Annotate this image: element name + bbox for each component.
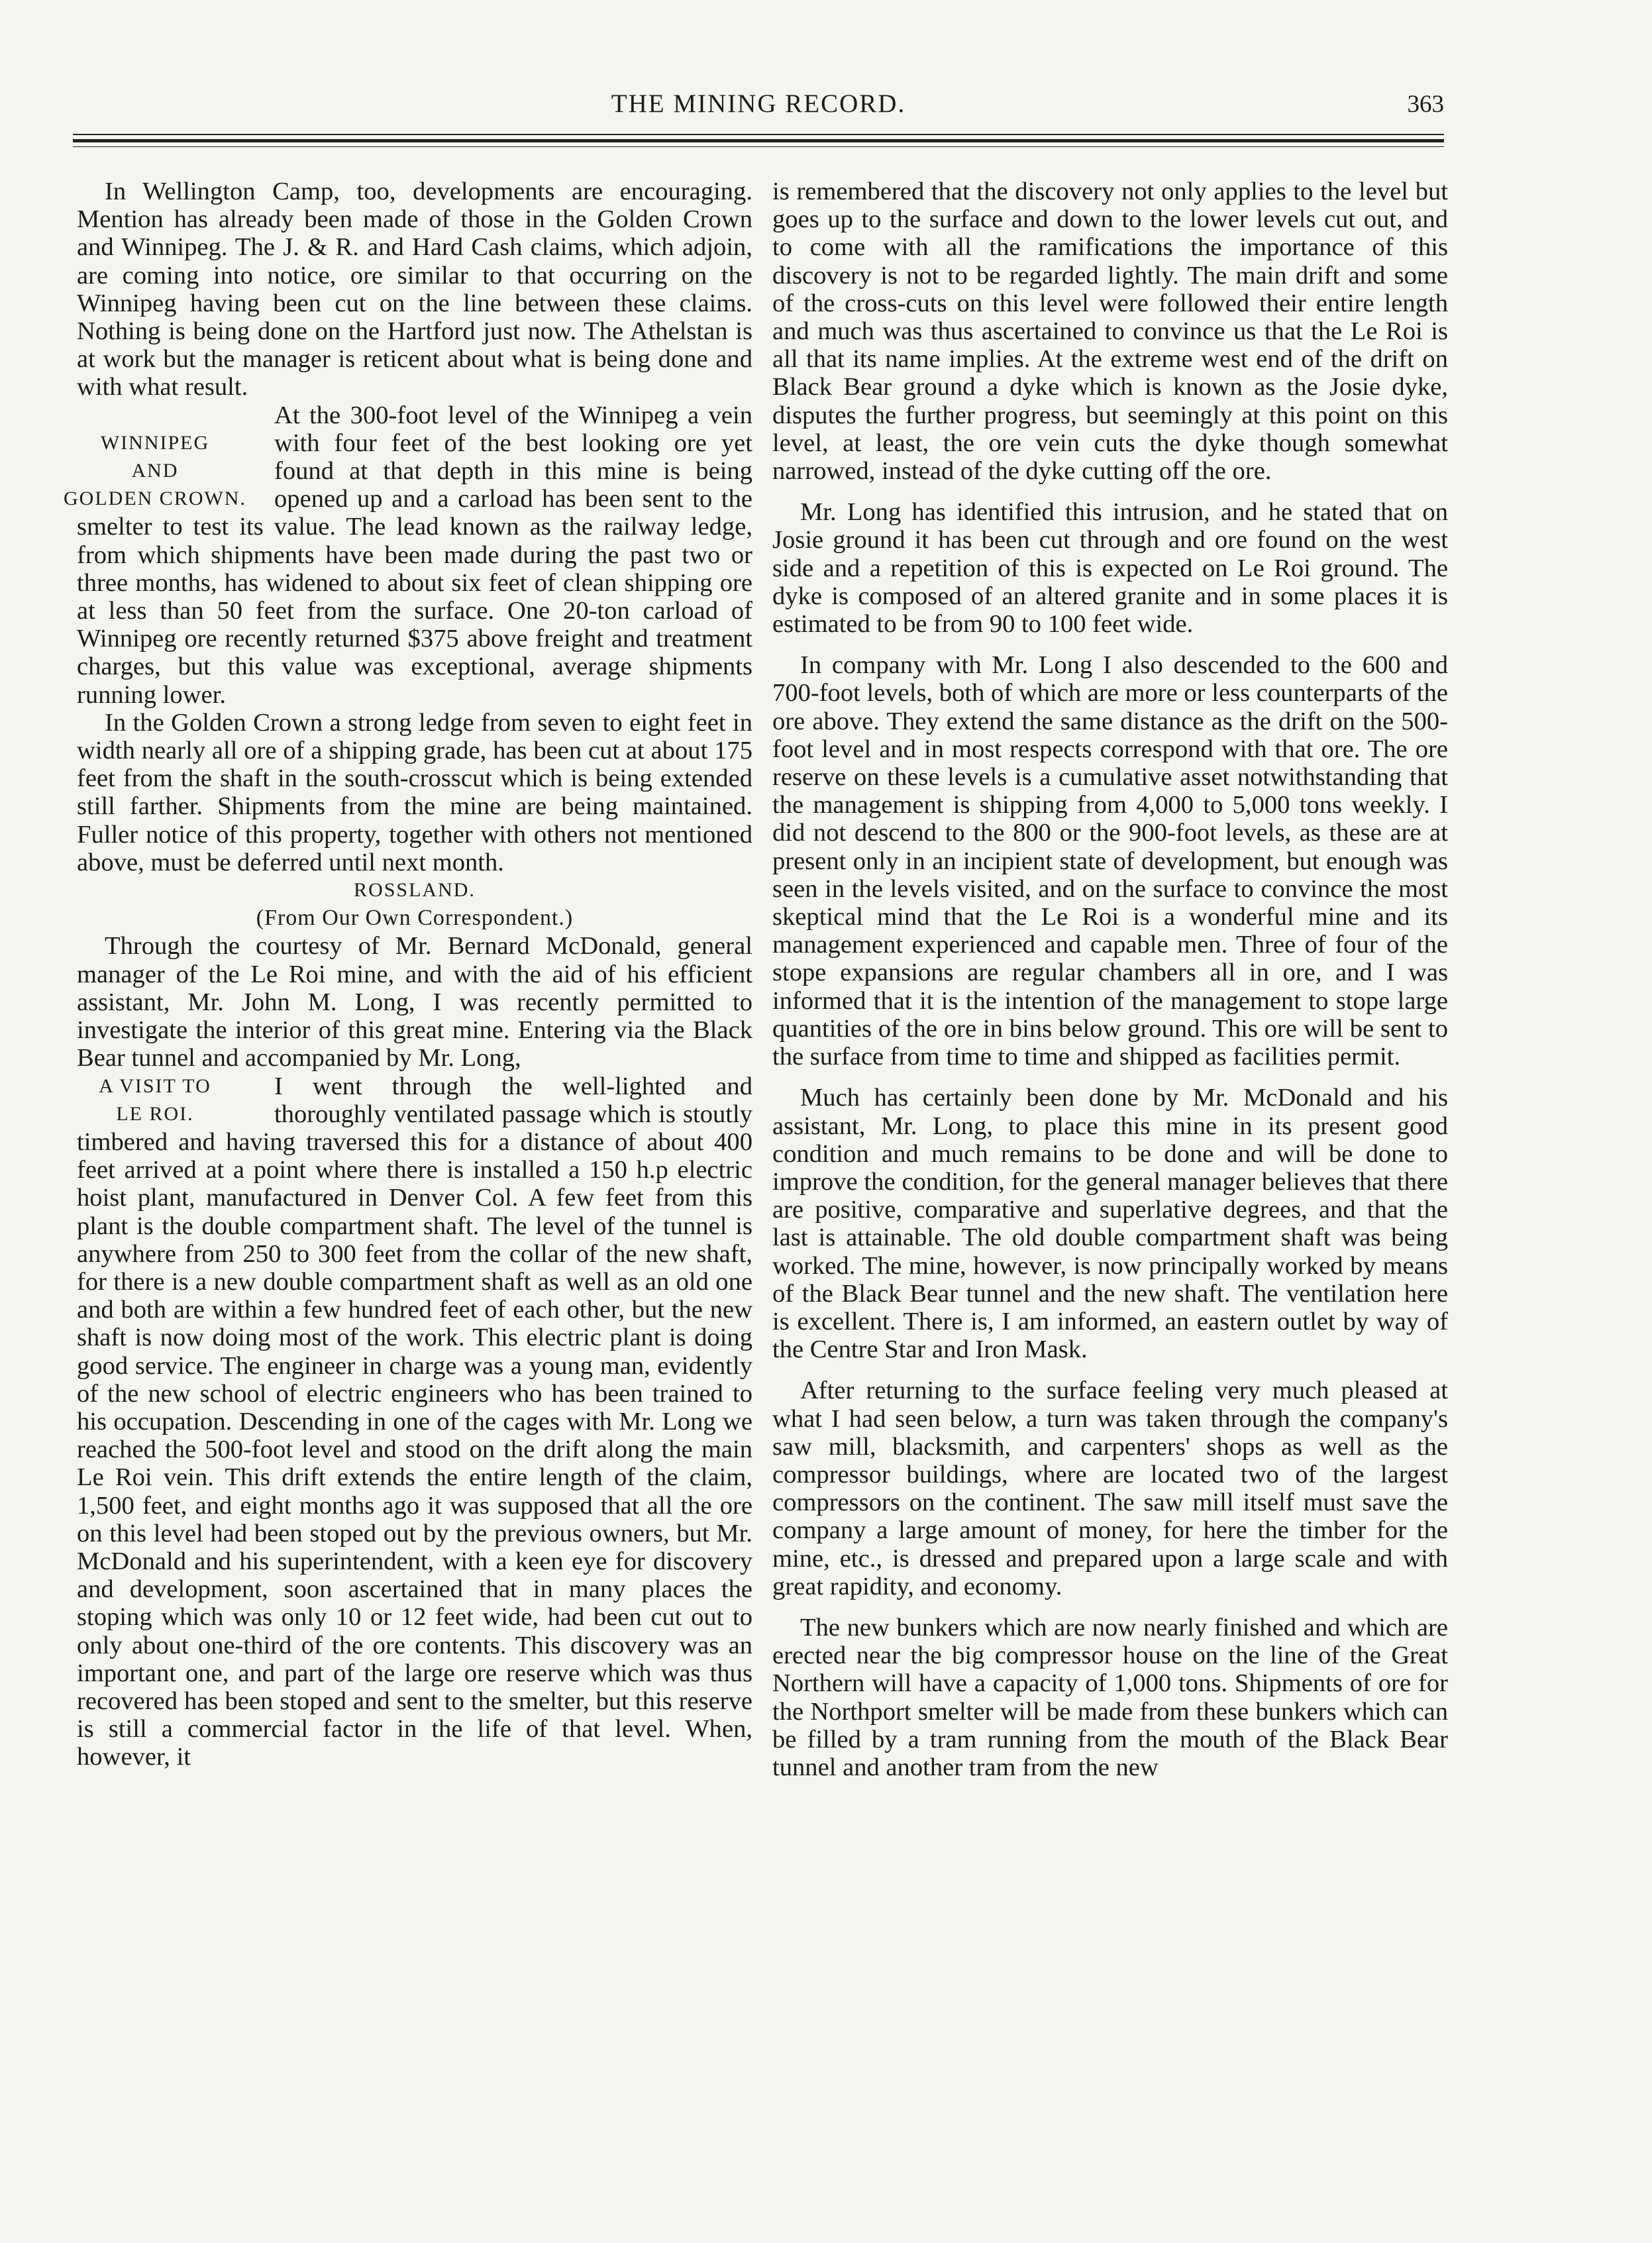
paragraph-winnipeg <box>64 401 752 709</box>
paragraph-golden-crown: In the Golden Crown a strong ledge from seven to eight feet in width nearly all ore of a shipping grade, has been cut at about 175 feet from the shaft in the south-crosscut which is being extended still farther. Shipments from the mine are being maintained. Fuller notice of this property, together with others not mentioned above, must be deferred until next month. <box>77 708 752 876</box>
left-column <box>64 178 752 1771</box>
paragraph-improvements: Much has certainly been done by Mr. McDonald and his assistant, Mr. Long, to place this mine in its present good condition and much remains to be done and will be done to improve the condition, for the general manager believes that there are positive, comparative and superlative degrees, and that the last is attainable. The old double compartment shaft was being worked. The mine, however, is now principally worked by means of the Black Bear tunnel and the new shaft. The ventilation here is excellent. There is, I am informed, an eastern outlet by way of the Centre Star and Iron Mask. <box>772 1084 1448 1364</box>
correspondent-subheading: (From Our Own Correspondent.) <box>256 906 574 931</box>
marginal-line: AND <box>131 459 179 482</box>
header-rule-top <box>73 134 1444 135</box>
paragraph-text: At the 300-foot level of the Winnipeg a vein with four feet of the best looking ore yet found at that depth in this mine is being opened up and a carload has been sent to the smelter to test its value. The lead known as the railway ledge, from which shipments have been made during the past two or three months, has widened to about six feet of clean shipping ore at less than 50 feet from the surface. One 20-ton carload of Winnipeg ore recently returned $375 above freight and treatment charges, but this value was exceptional, average shipments running lower. <box>77 401 752 709</box>
paragraph-wellington-lead <box>77 178 752 401</box>
marginal-line: LE ROI. <box>116 1102 194 1125</box>
header-rule-thick <box>73 139 1444 142</box>
paragraph-text: In Wellington Camp, too, developments are encouraging. Mention has already been made of those in the Golden Crown and Winnipeg. The J. & R. and Hard Cash claims, which adjoin, are coming into notice, ore similar to that occurring on the Winnipeg having been cut on the line between these claims. Nothing is being done on the Hartford just now. The Athelstan is at work but the manager is reticent about what is being done and with what result. <box>77 178 752 401</box>
page-header <box>73 89 1444 129</box>
paragraph-le-roi-lead: Through the courtesy of Mr. Bernard McDonald, general manager of the Le Roi mine, and with the aid of his efficient assistant, Mr. John M. Long, I was recently permitted to investigate the interior of this great mine. Entering via the Black Bear tunnel and accompanied by Mr. Long, <box>77 932 752 1072</box>
marginal-line: GOLDEN CROWN. <box>64 488 246 510</box>
section-heading-rossland: ROSSLAND. <box>354 879 476 902</box>
paragraph-levels: In company with Mr. Long I also descended to the 600 and 700-foot levels, both of which are more or less counterparts of the ore above. They extend the same distance as the drift on the 500-foot level and in most respects correspond with that ore. The ore reserve on these levels is a cumulative asset notwithstanding that the management is shipping from 4,000 to 5,000 tons weekly. I did not descend to the 800 or the 900-foot levels, as these are at present only in an incipient state of development, but enough was seen in the levels visited, and on the surface to convince the most skeptical mind that the Le Roi is a wonderful mine and its management experienced and capable men. Three of four of the stope expansions are regular chambers all in ore, and I was informed that it is the intention of the management to stope large quantities of the ore in bins below ground. This ore will be sent to the surface from time to time and shipped as facilities permit. <box>772 651 1448 1071</box>
paragraph-bunkers: The new bunkers which are now nearly finished and which are erected near the big compressor house on the line of the Great Northern will have a capacity of 1,000 tons. Shipments of ore for the Northport smelter will be made from these bunkers which can be filled by a tram running from the mouth of the Black Bear tunnel and another tram from the new <box>772 1613 1448 1781</box>
right-column <box>772 178 1448 1781</box>
marginal-line: A VISIT TO <box>99 1074 211 1097</box>
paragraph-text: I went through the well-lighted and thoroughly ventilated passage which is stoutly timbered and having traversed this for a distance of about 400 feet arrived at a point where there is installed a 150 h.p electric hoist plant, manufactured in Denver Col. A few feet from this plant is the double compartment shaft. The level of the tunnel is anywhere from 250 to 300 feet from the collar of the new shaft, for there is a new double compartment shaft as well as an old one and both are within a few hundred feet of each other, but the new shaft is now doing most of the work. This electric plant is doing good service. The engineer in charge was a young man, evidently of the new school of electric engineers who has been trained to his occupation. Descending in one of the cages with Mr. Long we reached the 500-foot level and stood on the drift along the main Le Roi vein. This drift extends the entire length of the claim, 1,500 feet, and eight months ago it was supposed that all the ore on this level had been stoped out by the previous owners, but Mr. McDonald and his superintendent, with a keen eye for discovery and development, soon ascertained that in many places the stoping which was only 10 or 12 feet wide, had been cut out to only about one-third of the ore contents. This discovery was an important one, and part of the large ore reserve which was thus recovered has been stoped and sent to the smelter, but this reserve is still a commercial factor in the life of that level. When, however, it <box>77 1072 752 1771</box>
paragraph-discovery: is remembered that the discovery not only applies to the level but goes up to the surface and down to the lower levels cut out, and to come with all the ramifications the importance of this discovery is not to be regarded lightly. The main drift and some of the cross-cuts on this level were followed their entire length and much was thus ascertained to convince us that the Le Roi is all that its name implies. At the extreme west end of the drift on Black Bear ground a dyke which is known as the Josie dyke, disputes the further progress, but seemingly at this point on this level, at least, the ore vein cuts the dyke though somewhat narrowed, instead of the dyke cutting off the ore. <box>772 178 1448 486</box>
marginal-line: WINNIPEG <box>100 431 210 454</box>
marginal-note-winnipeg <box>49 401 261 513</box>
paragraph-surface: After returning to the surface feeling very much pleased at what I had seen below, a turn was taken through the company's saw mill, blacksmith, and carpenters' shops as well as the compressor buildings, where are located two of the largest compressors on the continent. The saw mill itself must save the company a large amount of money, for here the timber for the mine, etc., is dressed and prepared upon a large scale and with great rapidity, and economy. <box>772 1377 1448 1600</box>
page-number: 363 <box>1407 91 1444 118</box>
running-title: THE MINING RECORD. <box>611 89 906 118</box>
marginal-note-visit <box>49 1072 261 1128</box>
header-rule-bottom <box>73 146 1444 147</box>
paragraph-le-roi-visit <box>77 1072 752 1771</box>
paragraph-intrusion: Mr. Long has identified this intrusion, and he stated that on Josie ground it has been cut through and ore found on the west side and a repetition of this is expected on Le Roi ground. The dyke is composed of an altered granite and in some places it is estimated to be from 90 to 100 feet wide. <box>772 498 1448 639</box>
